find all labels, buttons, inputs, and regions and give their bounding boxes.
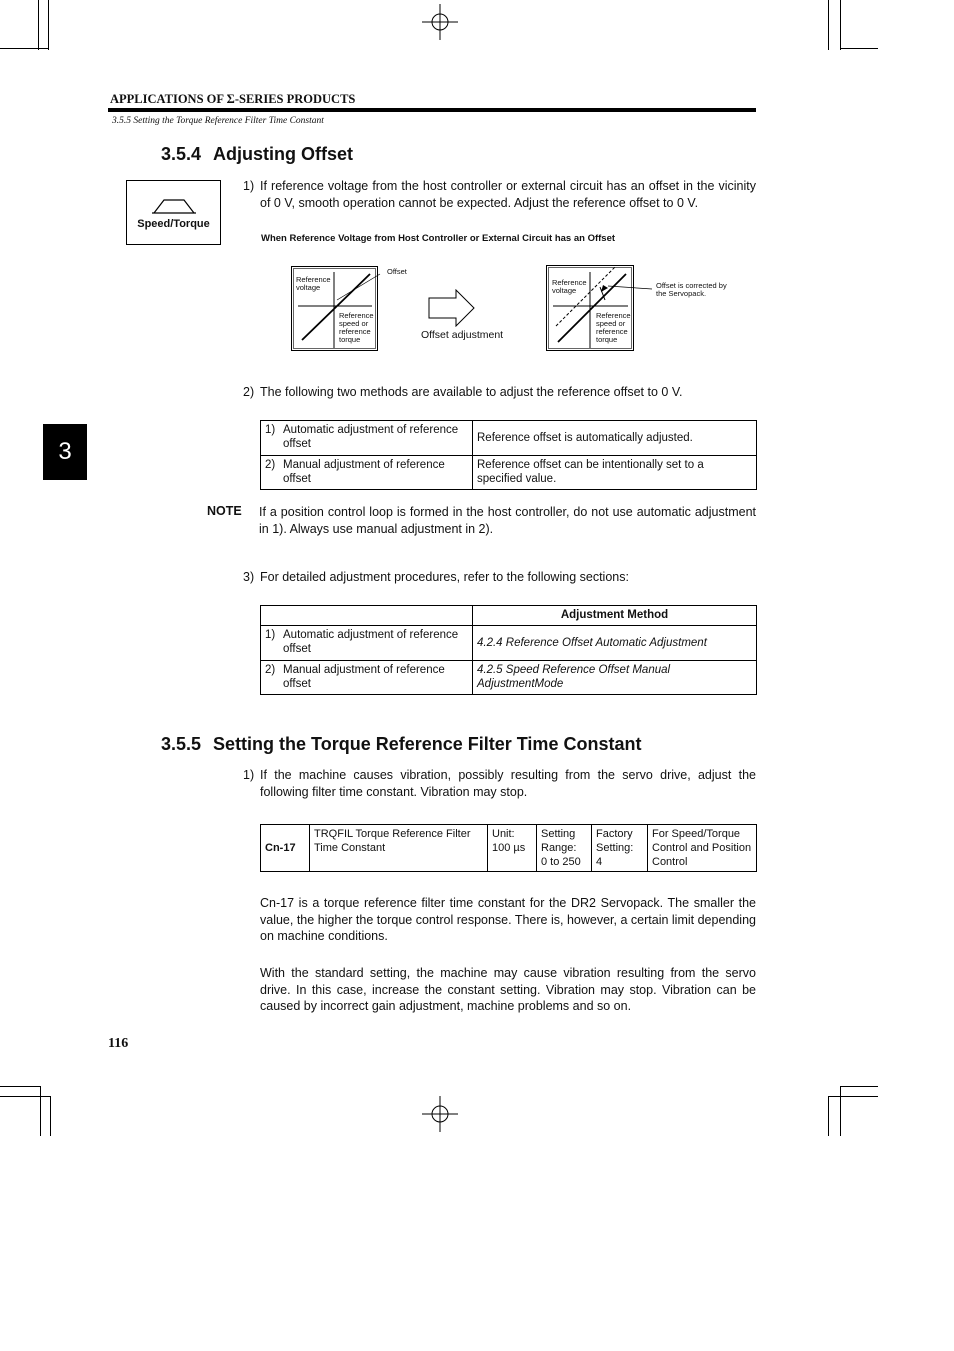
crop-mark [840,1086,878,1087]
column-header: Adjustment Method [473,606,757,626]
crop-mark [50,1096,51,1136]
section-title: Adjusting Offset [213,144,354,164]
item-number: 2) [243,385,255,399]
cell-value: 100 µs [492,842,526,854]
cell-label: Unit: [492,828,515,840]
section-number: 3.5.5 [161,734,202,754]
crop-mark [828,0,829,50]
section-title: Setting the Torque Reference Filter Time Constant [213,734,642,754]
mode-box-label: Speed/Torque [137,218,210,230]
left-xlabel [339,312,374,344]
label-line: speed or [339,319,369,328]
offset-label: Offset [387,267,407,276]
section-number: 3.5.4 [161,144,202,164]
label-line: reference [596,327,628,336]
figure-caption: When Reference Voltage from Host Controller or External Circuit has an Offset [261,233,616,244]
row-number: 2) [265,459,276,471]
crop-mark [828,1096,829,1136]
header-rule [108,108,756,112]
label-line: Reference [296,275,331,284]
parameter-range [537,825,592,872]
method-name: Automatic adjustment of reference offset [283,424,459,450]
right-ylabel [552,279,587,295]
label-line: Reference [596,311,631,320]
table-cell [261,606,473,626]
methods-table [260,420,757,490]
section-reference-link[interactable]: 4.2.5 Speed Reference Offset Manual AdjustmentMode [473,661,757,695]
table-cell: Reference offset can be intentionally set to a specified value. [473,456,757,490]
crop-mark [828,1096,878,1097]
table-row [261,661,757,695]
parameter-table [260,824,757,872]
section-heading-355 [161,734,641,755]
table-header-row [261,606,757,626]
registration-mark-icon [422,1096,458,1132]
parameter-factory [592,825,648,872]
row-number: 1) [265,629,276,641]
label-line: torque [596,335,618,344]
row-number: 1) [265,424,276,436]
arrow-label: Offset adjustment [421,329,504,341]
label-line: Offset is corrected by [656,281,727,290]
page-number: 116 [108,1036,129,1051]
crop-mark [40,1086,41,1136]
label-line: torque [339,335,361,344]
running-header-title: APPLICATIONS OF Σ-SERIES PRODUCTS [110,92,356,106]
parameter-code: Cn-17 [261,825,310,872]
table-row [261,456,757,490]
item-number: 1) [243,179,255,193]
cell-label: Setting Range: [541,828,577,854]
label-line: Reference [552,278,587,287]
label-line: speed or [596,319,626,328]
crop-mark [48,0,49,50]
item-text: The following two methods are available to adjust the reference offset to 0 V. [260,385,683,399]
cell-value: 0 to 250 [541,856,581,868]
row-number: 2) [265,664,276,676]
table-row [261,825,757,872]
table-row [261,626,757,661]
chapter-tab: 3 [43,424,87,480]
table-cell: Reference offset is automatically adjusted. [473,421,757,456]
item-text: If reference voltage from the host controller or external circuit has an offset in the vicinity of 0 V, smooth operation cannot be expected. Adjust the reference offset to 0 V. [260,179,756,210]
arrow-right-icon [428,289,476,327]
left-ylabel [296,276,331,292]
crop-mark [0,1086,40,1087]
cell-label: Factory Setting: [596,828,634,854]
body-paragraph: With the standard setting, the machine may cause vibration resulting from the servo drive. In this case, increase the constant setting. Vibration may stop. Vibration can be caused by incorrect gain adjustment, machine problems and so on. [260,966,756,1013]
table-cell [261,421,473,456]
item-text: For detailed adjustment procedures, refer to the following sections: [260,570,629,584]
method-name: Manual adjustment of reference offset [283,459,445,485]
label-line: voltage [296,283,321,292]
section-reference-link[interactable]: 4.2.4 Reference Offset Automatic Adjustment [473,626,757,661]
crop-mark [38,0,39,50]
crop-mark [840,1086,841,1136]
crop-mark [0,1096,50,1097]
parameter-name: TRQFIL Torque Reference Filter Time Constant [310,825,488,872]
section-heading-354 [161,144,353,165]
table-cell [261,661,473,695]
right-xlabel [596,312,631,344]
table-cell [261,626,473,661]
parameter-applies: For Speed/Torque Control and Position Control [648,825,757,872]
method-name: Automatic adjustment of reference offset [283,629,459,655]
method-name: Manual adjustment of reference offset [283,664,445,690]
label-line: Reference [339,311,374,320]
label-line: voltage [552,286,577,295]
item-text: If the machine causes vibration, possibly resulting from the servo drive, adjust the following filter time constant. Vibration may stop. [260,768,756,799]
label-line: the Servopack. [656,289,707,298]
table-row [261,421,757,456]
label-line: reference [339,327,371,336]
running-header-subsection: 3.5.5 Setting the Torque Reference Filter Time Constant [112,116,324,126]
note-text: If a position control loop is formed in the host controller, do not use automatic adjustment in 1). Always use manual adjustment in 2). [259,505,756,536]
registration-mark-icon [422,4,458,40]
table-cell [261,456,473,490]
crop-mark [840,48,878,49]
corrected-label [656,282,727,298]
trapezoid-icon [152,197,196,215]
item-number: 1) [243,768,255,782]
body-paragraph: Cn-17 is a torque reference filter time constant for the DR2 Servopack. The smaller the value, the higher the torque control response. There is, however, a certain limit depending on machine conditions. [260,896,756,943]
mode-box [126,180,221,245]
procedures-table [260,605,757,695]
note-label: NOTE [207,504,242,518]
item-number: 3) [243,570,255,584]
crop-mark [840,0,841,50]
parameter-unit [488,825,537,872]
cell-value: 4 [596,856,603,868]
crop-mark [0,48,48,49]
